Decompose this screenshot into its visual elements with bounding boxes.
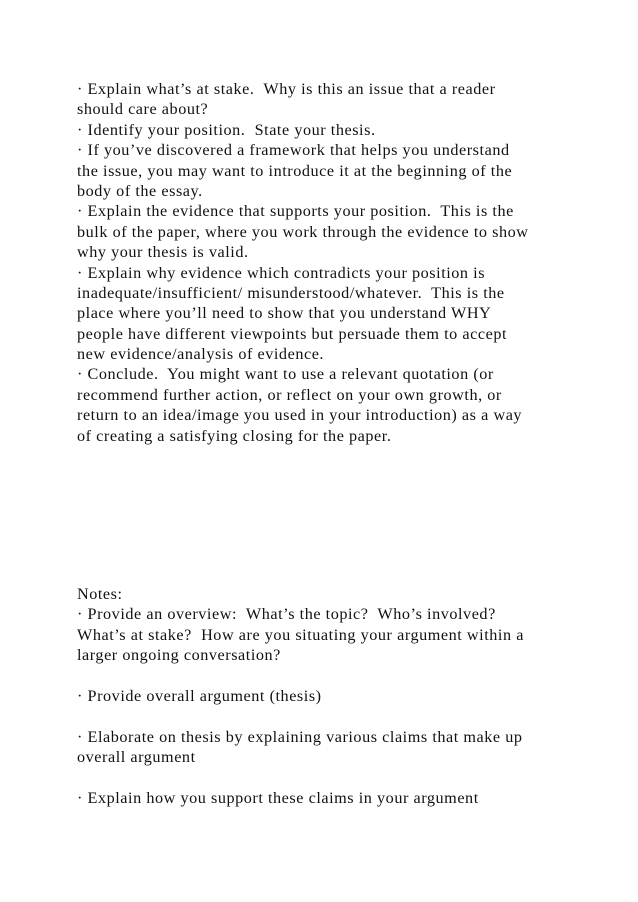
text-line: bulk of the paper, where you work through the evidence to show [77,222,529,241]
text-line: · Explain the evidence that supports your position. This is the [77,202,514,221]
paragraph-gap [77,706,597,726]
note-claims [77,727,597,768]
text-line: · Conclude. You might want to use a relevant quotation (or [77,365,494,384]
text-line: of creating a satisfying closing for the paper. [77,426,392,445]
text-line: · Identify your position. State your thesis. [77,120,376,139]
text-line: should care about? [77,100,209,119]
text-line: body of the essay. [77,181,203,200]
item-counter-evidence [77,263,597,365]
text-line: · Explain why evidence which contradicts your position is [77,263,486,282]
text-line: recommend further action, or reflect on your own growth, or [77,385,502,404]
text-line: overall argument [77,748,196,767]
text-line: · Explain how you support these claims in your argument [77,788,479,807]
text-line: place where you’ll need to show that you understand WHY [77,304,492,323]
note-support [77,788,597,808]
item-evidence [77,201,597,262]
paragraph-gap [77,666,597,686]
notes-section [77,584,597,808]
text-line: · If you’ve discovered a framework that helps you understand [77,141,510,160]
text-line: return to an idea/image you used in your introduction) as a way [77,406,523,425]
text-line: inadequate/insufficient/ misunderstood/whatever. This is the [77,283,505,302]
notes-heading: Notes: [77,585,123,603]
note-thesis [77,686,597,706]
text-line: people have different viewpoints but persuade them to accept [77,324,508,343]
text-line: · Provide overall argument (thesis) [77,686,322,705]
text-line: the issue, you may want to introduce it at the beginning of the [77,161,513,180]
text-line: · Provide an overview: What’s the topic? Who’s involved? [77,605,496,624]
text-line: · Explain what’s at stake. Why is this an issue that a reader [77,80,496,98]
text-line: why your thesis is valid. [77,243,249,262]
item-identify-position [77,120,597,140]
text-line: new evidence/analysis of evidence. [77,345,325,364]
item-explain-stake [77,79,597,120]
item-framework [77,140,597,201]
note-overview [77,604,597,665]
essay-structure-list [77,79,597,446]
text-line: · Elaborate on thesis by explaining various claims that make up [77,727,523,746]
text-line: larger ongoing conversation? [77,646,281,665]
item-conclude [77,364,597,446]
paragraph-gap [77,768,597,788]
text-line: What’s at stake? How are you situating your argument within a [77,625,524,644]
